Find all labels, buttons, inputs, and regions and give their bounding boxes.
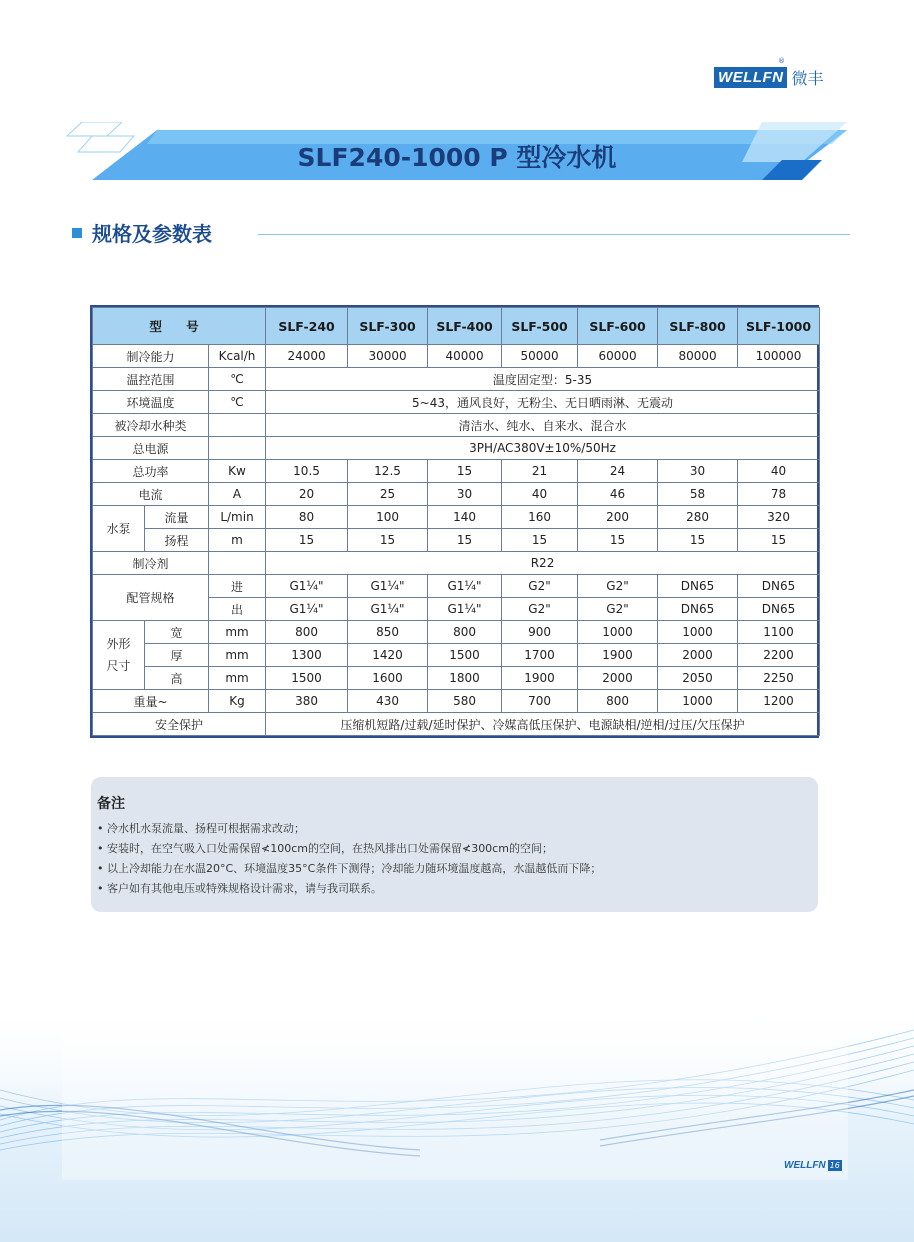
title-banner (62, 122, 852, 184)
table-row (93, 483, 820, 506)
row-label: 温控范围 (93, 368, 209, 391)
table-cell: G1¼" (428, 598, 502, 621)
table-cell: 1600 (348, 667, 428, 690)
row-unit: 出 (209, 598, 266, 621)
brand-chinese-name: 微丰 (791, 69, 824, 88)
model-header: SLF-600 (578, 308, 658, 345)
table-cell-merged: 压缩机短路/过载/延时保护、冷媒高低压保护、电源缺相/逆相/过压/欠压保护 (266, 713, 820, 736)
table-cell: 2000 (658, 644, 738, 667)
table-row (93, 437, 820, 460)
section-bullet-icon (72, 228, 82, 238)
row-label: 环境温度 (93, 391, 209, 414)
row-group-label: 水泵 (93, 506, 145, 552)
footer-brand-text: WELLFN (784, 1160, 826, 1171)
model-header: SLF-300 (348, 308, 428, 345)
table-cell: 15 (578, 529, 658, 552)
page-title: SLF240-1000 P 型冷水机 (297, 143, 617, 172)
list-item: • 冷水机水泵流量、扬程可根据需求改动； (97, 819, 810, 839)
table-cell: 30 (658, 460, 738, 483)
table-row (93, 391, 820, 414)
table-cell: 100 (348, 506, 428, 529)
table-cell: 430 (348, 690, 428, 713)
table-cell: 40 (502, 483, 578, 506)
table-row (93, 552, 820, 575)
row-label: 总电源 (93, 437, 209, 460)
row-label: 宽 (145, 621, 209, 644)
row-unit: m (209, 529, 266, 552)
row-unit: ℃ (209, 391, 266, 414)
table-cell: 320 (738, 506, 820, 529)
table-cell: 1700 (502, 644, 578, 667)
table-cell: 12.5 (348, 460, 428, 483)
table-cell: 15 (658, 529, 738, 552)
table-cell: 380 (266, 690, 348, 713)
table-row (93, 414, 820, 437)
row-label: 总功率 (93, 460, 209, 483)
row-label: 制冷剂 (93, 552, 209, 575)
row-label: 电流 (93, 483, 209, 506)
list-item: • 以上冷却能力在水温20°C、环境温度35°C条件下测得；冷却能力随环境温度越高，水温越低而下降； (97, 859, 810, 879)
table-cell: 1800 (428, 667, 502, 690)
row-group-label-line: 尺寸 (106, 659, 131, 673)
table-cell: 80000 (658, 345, 738, 368)
table-cell: 10.5 (266, 460, 348, 483)
table-cell: 40000 (428, 345, 502, 368)
spec-table-container (90, 305, 819, 738)
brand-logo-text: WELLFN (714, 67, 787, 88)
table-cell: 30 (428, 483, 502, 506)
table-cell-merged: 清洁水、纯水、自来水、混合水 (266, 414, 820, 437)
table-cell: 24 (578, 460, 658, 483)
row-unit: mm (209, 644, 266, 667)
table-cell: 15 (738, 529, 820, 552)
row-unit: Kcal/h (209, 345, 266, 368)
table-cell: G2" (578, 575, 658, 598)
table-cell: DN65 (738, 575, 820, 598)
table-cell: G2" (502, 575, 578, 598)
table-cell: 50000 (502, 345, 578, 368)
table-cell: 1420 (348, 644, 428, 667)
row-unit: L/min (209, 506, 266, 529)
table-cell: 280 (658, 506, 738, 529)
table-row (93, 713, 820, 736)
table-cell: 1000 (658, 690, 738, 713)
row-unit: A (209, 483, 266, 506)
table-cell: DN65 (738, 598, 820, 621)
table-row (93, 529, 820, 552)
table-cell-merged: 5~43，通风良好，无粉尘、无日晒雨淋、无震动 (266, 391, 820, 414)
table-cell-merged: R22 (266, 552, 820, 575)
row-unit (209, 437, 266, 460)
table-cell: 580 (428, 690, 502, 713)
row-label: 扬程 (145, 529, 209, 552)
row-label: 重量~ (93, 690, 209, 713)
table-cell: 1300 (266, 644, 348, 667)
table-cell: G1¼" (348, 598, 428, 621)
table-cell: 1900 (578, 644, 658, 667)
row-label: 高 (145, 667, 209, 690)
table-cell: 15 (502, 529, 578, 552)
table-cell: 800 (266, 621, 348, 644)
row-unit: mm (209, 667, 266, 690)
table-cell: 58 (658, 483, 738, 506)
table-row (93, 621, 820, 644)
table-row (93, 460, 820, 483)
table-row (93, 644, 820, 667)
table-cell: 24000 (266, 345, 348, 368)
section-heading (72, 218, 212, 247)
list-item: • 客户如有其他电压或特殊规格设计需求，请与我司联系。 (97, 879, 810, 899)
table-cell: 1100 (738, 621, 820, 644)
table-row (93, 690, 820, 713)
model-header: SLF-400 (428, 308, 502, 345)
table-cell: 15 (428, 460, 502, 483)
table-cell: G2" (578, 598, 658, 621)
table-cell: 15 (348, 529, 428, 552)
spec-table (92, 307, 820, 736)
model-header: SLF-500 (502, 308, 578, 345)
table-cell: 900 (502, 621, 578, 644)
decorative-wave-background (0, 940, 914, 1242)
table-cell-merged: 温度固定型：5-35 (266, 368, 820, 391)
row-label: 被冷却水种类 (93, 414, 209, 437)
section-title: 规格及参数表 (92, 222, 212, 246)
table-cell: DN65 (658, 575, 738, 598)
table-cell: 40 (738, 460, 820, 483)
table-cell: 1500 (428, 644, 502, 667)
table-cell: 800 (578, 690, 658, 713)
list-item: • 安装时，在空气吸入口处需保留≮100cm的空间，在热风排出口处需保留≮300cm的空间； (97, 839, 810, 859)
table-row (93, 667, 820, 690)
table-row (93, 575, 820, 598)
table-cell: 80 (266, 506, 348, 529)
table-cell: 800 (428, 621, 502, 644)
table-cell: 1000 (578, 621, 658, 644)
table-cell: 1000 (658, 621, 738, 644)
row-group-label-line: 外形 (106, 637, 131, 651)
table-cell: 25 (348, 483, 428, 506)
row-group-label: 配管规格 (93, 575, 209, 621)
table-cell: 2050 (658, 667, 738, 690)
registered-mark: ® (778, 57, 785, 65)
model-label: 型 号 (93, 308, 266, 345)
table-cell: 30000 (348, 345, 428, 368)
table-cell: 1900 (502, 667, 578, 690)
footer-brand (784, 1160, 842, 1171)
table-cell: G1¼" (428, 575, 502, 598)
page-number: 16 (829, 1161, 840, 1170)
row-unit: Kw (209, 460, 266, 483)
table-cell: 1500 (266, 667, 348, 690)
model-header: SLF-1000 (738, 308, 820, 345)
table-cell: 2250 (738, 667, 820, 690)
row-group-label (93, 621, 145, 690)
table-cell-merged: 3PH/AC380V±10%/50Hz (266, 437, 820, 460)
row-label: 流量 (145, 506, 209, 529)
notes-title: 备注 (97, 796, 125, 812)
table-cell: 2200 (738, 644, 820, 667)
table-cell: 200 (578, 506, 658, 529)
table-cell: DN65 (658, 598, 738, 621)
model-header: SLF-800 (658, 308, 738, 345)
row-label: 厚 (145, 644, 209, 667)
notes-box (91, 777, 818, 912)
table-cell: 78 (738, 483, 820, 506)
model-header: SLF-240 (266, 308, 348, 345)
table-row (93, 345, 820, 368)
table-cell: 15 (266, 529, 348, 552)
table-cell: 1200 (738, 690, 820, 713)
row-unit (209, 552, 266, 575)
table-cell: G1¼" (348, 575, 428, 598)
row-unit: 进 (209, 575, 266, 598)
row-label: 制冷能力 (93, 345, 209, 368)
row-unit: mm (209, 621, 266, 644)
table-cell: G1¼" (266, 575, 348, 598)
brand-logo (714, 57, 824, 89)
section-divider (258, 234, 850, 235)
row-label: 安全保护 (93, 713, 266, 736)
table-cell: G1¼" (266, 598, 348, 621)
table-cell: 140 (428, 506, 502, 529)
table-row (93, 506, 820, 529)
table-cell: 160 (502, 506, 578, 529)
table-cell: 46 (578, 483, 658, 506)
table-cell: 60000 (578, 345, 658, 368)
table-cell: 15 (428, 529, 502, 552)
row-unit: ℃ (209, 368, 266, 391)
table-cell: 700 (502, 690, 578, 713)
table-cell: 850 (348, 621, 428, 644)
table-cell: 21 (502, 460, 578, 483)
table-row (93, 368, 820, 391)
notes-list (97, 819, 810, 899)
table-header-row (93, 308, 820, 345)
table-cell: G2" (502, 598, 578, 621)
table-cell: 2000 (578, 667, 658, 690)
table-cell: 20 (266, 483, 348, 506)
row-unit (209, 414, 266, 437)
row-unit: Kg (209, 690, 266, 713)
table-cell: 100000 (738, 345, 820, 368)
